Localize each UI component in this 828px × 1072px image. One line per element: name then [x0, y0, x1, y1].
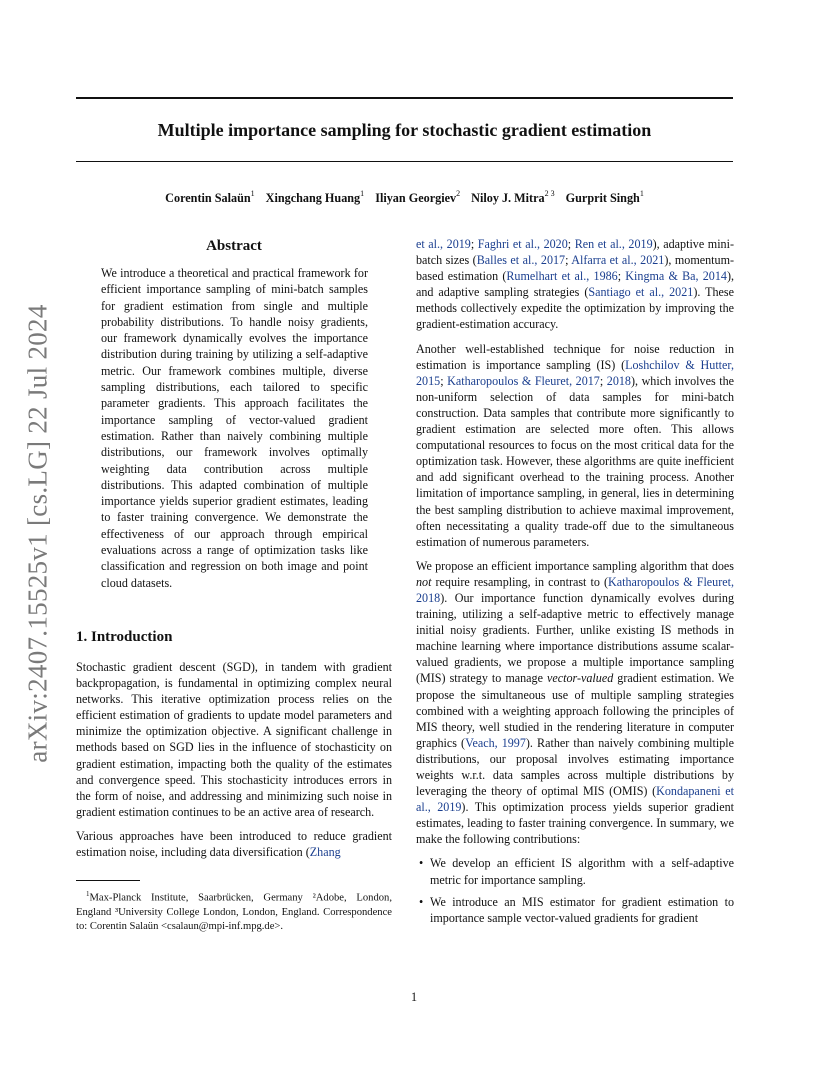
citation-link[interactable]: et al., 2019: [416, 237, 471, 251]
abstract-heading: Abstract: [206, 238, 262, 254]
left-column: [76, 236, 392, 934]
author-name: Iliyan Georgiev: [375, 191, 457, 206]
citation-link[interactable]: 2018: [606, 373, 631, 388]
author-affiliation: 2 3: [544, 189, 555, 198]
citation-link[interactable]: Kingma & Ba, 2014: [625, 269, 727, 284]
author-name: Niloy J. Mitra: [471, 191, 545, 206]
list-item: • We develop an efficient IS algorithm with a self-adaptive metric for importance sampling.: [419, 856, 734, 887]
bullet-icon: •: [419, 894, 424, 909]
citation-link[interactable]: Veach, 1997: [465, 735, 526, 750]
abstract-text: We introduce a theoretical and practical framework for efficient importance sampling of mini-batch samples for gradient estimation from single and multiple probability distributions. To handle noisy gradients, our framework dynamically evolves the importance distribution during training by utilizing a self-adaptive metric. Our framework combines multiple, diverse sampling distributions, each tailored to specific parameter gradients. This approach facilitates the importance sampling of vector-valued gradient estimation. Rather than naively combining multiple distributions, our framework involves optimally weighting data contribution across multiple distributions. This adapted combination of multiple importance yields superior gradient estimates, leading to faster training convergence. We demonstrate the effectiveness of our approach through empirical evaluations across a range of optimization tasks like classification and regression on both image and point cloud datasets.: [101, 266, 368, 590]
citation-link[interactable]: Ren et al., 2019: [574, 237, 653, 251]
author-affiliation: 2: [456, 189, 461, 198]
page-number: 1: [410, 990, 418, 1004]
intro-paragraph-3: et al., 2019; Faghri et al., 2020; Ren et al., 2019), adaptive mini-batch sizes (Balles et al., 2017; Alfarra et al., 2021), momentum-based estimation (Rumelhart et al., 1986; Kingma & Ba, 2014), and adaptive sampling strategies (Santiago et al., 2021). These methods collectively expedite the optimization by improving the gradient-estimation accuracy.: [416, 237, 734, 332]
citation-link[interactable]: Zhang: [309, 844, 341, 859]
contribution-list: [416, 855, 734, 925]
author: [566, 191, 644, 205]
intro-paragraph-4: Another well-established technique for noise reduction in estimation is importance sampling (IS) (Loshchilov & Hutter, 2015; Katharopoulos & Fleuret, 2017; 2018), which involves the non-uniform selection of data samples for mini-batch construction. Data samples that contribute more significantly to gradient estimation are selected more often. This allows computational resources to focus on the most critical data for the optimization task. However, these algorithms are quite inefficient and add significant overhead to the training process. Another limitation of importance sampling, in general, lies in determining the best sampling distribution to achieve maximal improvement, often necessitating a quality trade-off due to the simultaneous estimation of numerous parameters.: [416, 341, 734, 549]
citation-link[interactable]: Katharopoulos & Fleuret, 2018: [416, 574, 734, 605]
author: [165, 191, 254, 205]
author-name: Xingchang Huang: [265, 191, 361, 206]
citation-link[interactable]: Rumelhart et al., 1986: [506, 269, 618, 284]
arxiv-stamp-text: arXiv:2407.15525v1 [cs.LG] 22 Jul 2024: [22, 304, 53, 763]
right-column: [416, 236, 734, 932]
section-heading-introduction: 1. Introduction: [76, 628, 173, 645]
citation-link[interactable]: Balles et al., 2017: [476, 253, 566, 268]
author-name: Gurprit Singh: [565, 191, 640, 206]
paper-title: Multiple importance sampling for stochastic gradient estimation: [157, 120, 652, 140]
citation-link[interactable]: Kondapaneni et al., 2019: [416, 784, 734, 815]
footnote-rule: [76, 880, 140, 881]
affiliation-footnote: $^1$Max-Planck Institute, Saarbrücken, Germany ²Adobe, London, England ³University College London, London, England. Correspondence to: Corentin Salaün <csalaun@mpi-inf.mpg.de>.: [76, 890, 392, 932]
author-affiliation: 1: [360, 189, 365, 198]
list-item: • We introduce an MIS estimator for gradient estimation to importance sample vector-valued gradients for gradient: [419, 894, 734, 925]
title-rule-bottom: [76, 161, 733, 162]
bullet-icon: •: [419, 856, 424, 871]
author-affiliation: 1: [639, 189, 644, 198]
intro-paragraph-1: Stochastic gradient descent (SGD), in tandem with gradient backpropagation, is fundamental in optimizing complex neural networks. This iterative optimization process relies on the efficient estimation of gradients to update model parameters and minimize the optimization objective. A significant challenge in methods based on SGD lies in the influence of stochasticity on gradient estimation, impacting both the quality of the estimates and convergence speed. This stochasticity introduces errors in the form of noise, and addressing and minimizing such noise in gradient estimation continues to be an active area of research.: [76, 659, 392, 819]
author: [375, 191, 460, 205]
author-list: [76, 190, 733, 206]
citation-link[interactable]: Faghri et al., 2020: [477, 237, 568, 251]
citation-link[interactable]: Santiago et al., 2021: [588, 285, 694, 300]
citation-link[interactable]: Alfarra et al., 2021: [571, 253, 665, 268]
title-rule-top: [76, 97, 733, 99]
citation-link[interactable]: Katharopoulos & Fleuret, 2017: [447, 373, 600, 388]
author: [471, 191, 554, 205]
author-name: Corentin Salaün: [165, 191, 251, 206]
author: [266, 191, 364, 205]
intro-paragraph-2: Various approaches have been introduced to reduce gradient estimation noise, including data diversification (Zhang: [76, 828, 392, 859]
author-affiliation: 1: [250, 189, 255, 198]
citation-link[interactable]: Loshchilov & Hutter, 2015: [416, 357, 734, 388]
intro-paragraph-5: We propose an efficient importance sampling algorithm that does not require resampling, in contrast to (Katharopoulos & Fleuret, 2018). Our importance function dynamically evolves during training, utilizing a self-adaptive metric to effectively manage initial noisy gradients. Further, unlike existing IS methods in machine learning where importance distributions assume scalar-valued gradients, we propose a multiple importance sampling (MIS) strategy to manage vector-valued gradient estimation. We propose the simultaneous use of multiple sampling strategies combined with a weighting approach following the principles of MIS theory, well studied in the rendering literature in computer graphics (Veach, 1997). Rather than naively combining multiple distributions, our proposal involves estimating importance weights w.r.t. data samples across multiple distributions by leveraging the theory of optimal MIS (OMIS) (Kondapaneni et al., 2019). This optimization process yields superior gradient estimates, leading to faster training convergence. In summary, we make the following contributions:: [416, 558, 735, 847]
